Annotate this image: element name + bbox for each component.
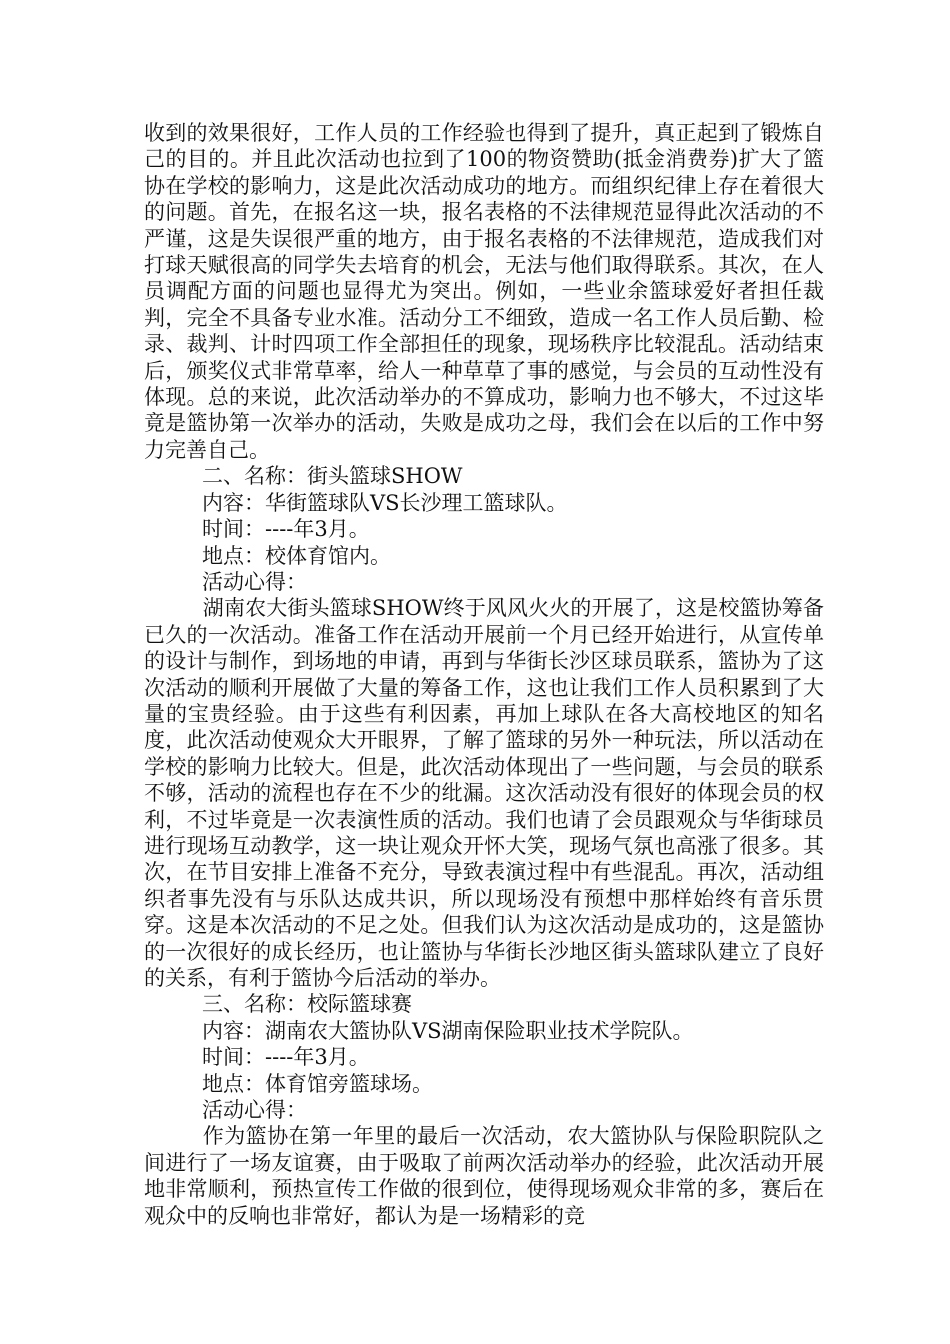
section-2-name: 二、名称：街头篮球SHOW — [202, 464, 463, 489]
section-3-time: 时间：----年3月。 — [202, 1045, 370, 1070]
section-2-reflection-label: 活动心得： — [202, 569, 307, 594]
document-page — [144, 120, 824, 1229]
section-2-place: 地点：校体育馆内。 — [202, 543, 391, 568]
section-3-place: 地点：体育馆旁篮球场。 — [202, 1071, 433, 1096]
section-2-content: 内容：华街篮球队VS长沙理工篮球队。 — [202, 490, 568, 515]
section-3-reflection-label: 活动心得： — [202, 1098, 307, 1123]
section-3-reflection: 作为篮协在第一年里的最后一次活动，农大篮协队与保险职院队之间进行了一场友谊赛，由于吸取了前两次活动举办的经验，此次活动开展地非常顺利，预热宣传工作做的很到位，使得现场观众非常的多，赛后在观众中的反响也非常好，都认为是一场精彩的竞 — [144, 1124, 824, 1228]
section-3-content: 内容：湖南农大篮协队VS湖南保险职业技术学院队。 — [202, 1018, 694, 1043]
section-3-name: 三、名称：校际篮球赛 — [202, 992, 412, 1017]
section-2-reflection: 湖南农大街头篮球SHOW终于风风火火的开展了，这是校篮协筹备已久的一次活动。准备工作在活动开展前一个月已经开始进行，从宣传单的设计与制作，到场地的申请，再到与华街长沙区球员联系，篮协为了这次活动的顺利开展做了大量的筹备工作，这也让我们工作人员积累到了大量的宝贵经验。由于这些有利因素，再加上球队在各大高校地区的知名度，此次活动使观众大开眼界，了解了篮球的另外一种玩法，所以活动在学校的影响力比较大。但是，此次活动体现出了一些问题，与会员的联系不够，活动的流程也存在不少的纰漏。这次活动没有很好的体现会员的权利，不过毕竟是一次表演性质的活动。我们也请了会员跟观众与华街球员进行现场互动教学，这一块让观众开怀大笑，现场气氛也高涨了很多。其次，在节目安排上准备不充分，导致表演过程中有些混乱。再次，活动组织者事先没有与乐队达成共识，所以现场没有预想中那样始终有音乐贯穿。这是本次活动的不足之处。但我们认为这次活动是成功的，这是篮协的一次很好的成长经历，也让篮协与华街长沙地区街头篮球队建立了良好的关系，有利于篮协今后活动的举办。 — [144, 596, 824, 990]
paragraph-1: 收到的效果很好，工作人员的工作经验也得到了提升，真正起到了锻炼自己的目的。并且此次活动也拉到了100的物资赞助(抵金消费券)扩大了篮协在学校的影响力，这是此次活动成功的地方。而组织纪律上存在着很大的问题。首先，在报名这一块，报名表格的不法律规范显得此次活动的不严谨，这是失误很严重的地方，由于报名表格的不法律规范，造成我们对打球天赋很高的同学失去培育的机会，无法与他们取得联系。其次，在人员调配方面的问题也显得尤为突出。例如，一些业余篮球爱好者担任裁判，完全不具备专业水准。活动分工不细致，造成一名工作人员后勤、检录、裁判、计时四项工作全部担任的现象，现场秩序比较混乱。活动结束后，颁奖仪式非常草率，给人一种草草了事的感觉，与会员的互动性没有体现。总的来说，此次活动举办的不算成功，影响力也不够大，不过这毕竟是篮协第一次举办的活动，失败是成功之母，我们会在以后的工作中努力完善自己。 — [144, 121, 824, 462]
section-2-time: 时间：----年3月。 — [202, 517, 370, 542]
